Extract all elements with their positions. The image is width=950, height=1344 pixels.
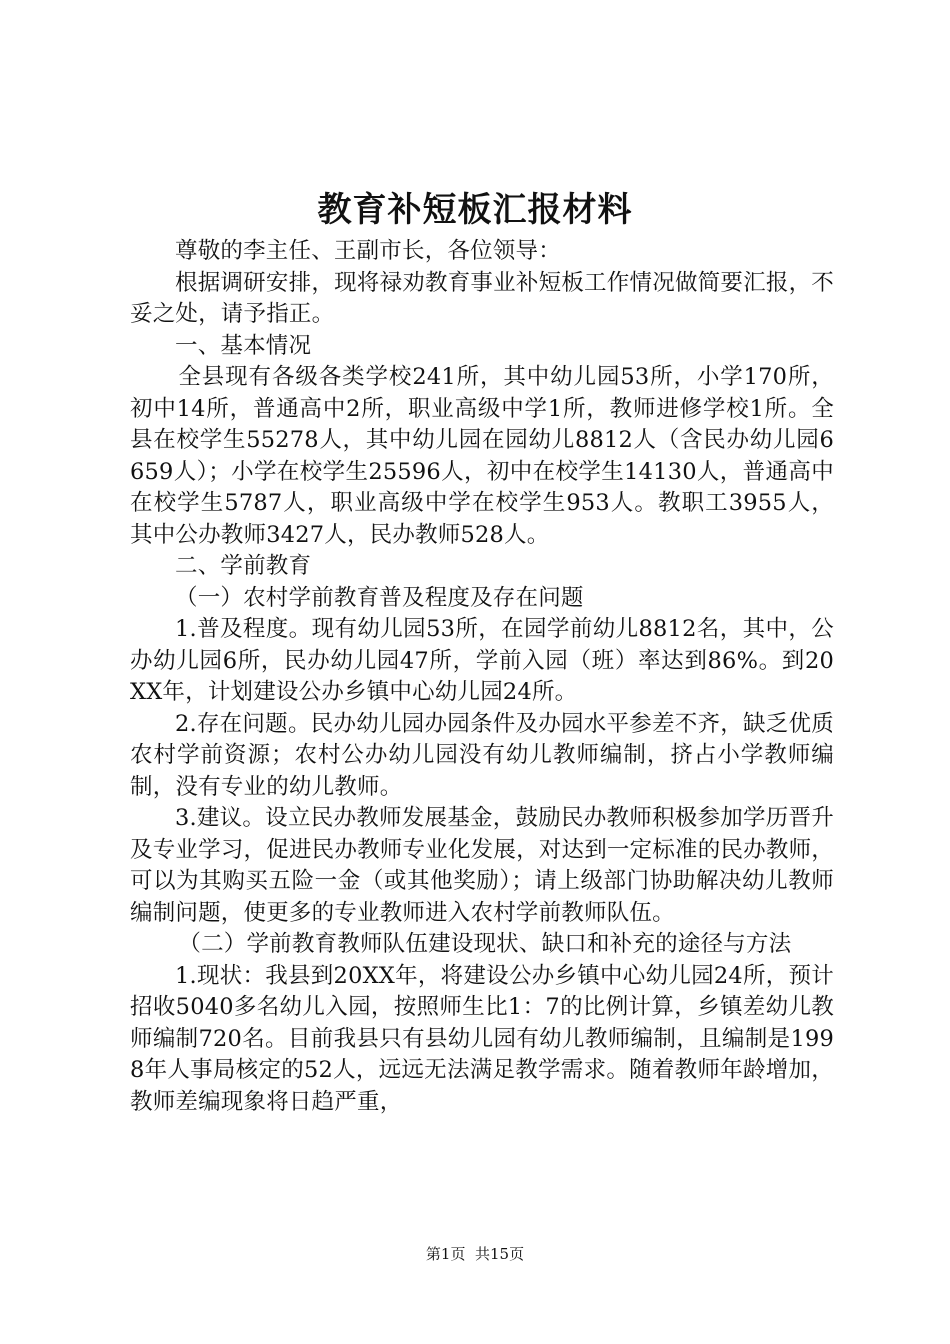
paragraph-intro: 根据调研安排，现将禄劝教育事业补短板工作情况做简要汇报，不妥之处，请予指正。: [130, 269, 834, 327]
heading-basic-situation: 一、基本情况: [175, 332, 312, 359]
footer-spacer: [465, 1245, 475, 1263]
page-total: 共15页: [475, 1245, 525, 1263]
paragraph-popularization: 1.普及程度。现有幼儿园53所，在园学前幼儿8812名，其中，公办幼儿园6所，民办幼儿园47所，学前入园（班）率达到86%。到20XX年，计划建设公办乡镇中心幼儿园24所。: [130, 616, 834, 705]
salutation: 尊敬的李主任、王副市长，各位领导：: [175, 238, 561, 264]
page-footer: [0, 1244, 950, 1264]
subheading-rural-preschool: （一）农村学前教育普及程度及存在问题: [175, 584, 584, 611]
paragraph-problems: 2.存在问题。民办幼儿园办园条件及办园水平参差不齐，缺乏优质农村学前资源；农村公办幼儿园没有幼儿教师编制，挤占小学教师编制，没有专业的幼儿教师。: [130, 710, 834, 800]
paragraph-basic-situation: 全县现有各级各类学校241所，其中幼儿园53所，小学170所，初中14所，普通高中2所，职业高级中学1所，教师进修学校1所。全县在校学生55278人，其中幼儿园在园幼儿8812人（含民办幼儿园6659人）；小学在校学生25596人，初中在校学生14130人，普通高中在校学生5787人，职业高级中学在校学生953人。教职工3955人，其中公办教师3427人，民办教师528人。: [130, 364, 834, 548]
subheading-teacher-team: （二）学前教育教师队伍建设现状、缺口和补充的途径与方法: [178, 931, 792, 957]
heading-preschool: 二、学前教育: [175, 553, 312, 579]
paragraph-current-status: 1.现状：我县到20XX年，将建设公办乡镇中心幼儿园24所，预计招收5040多名幼儿入园，按照师生比1：7的比例计算，乡镇差幼儿教师编制720名。目前我县只有县幼儿园有幼儿教师编制，且编制是1998年人事局核定的52人，远远无法满足教学需求。随着教师年龄增加，教师差编现象将日趋严重，: [130, 962, 834, 1115]
page-number: 第1页: [425, 1245, 466, 1263]
document-title: 教育补短板汇报材料: [317, 190, 633, 230]
paragraph-suggestions: 3.建议。设立民办教师发展基金，鼓励民办教师积极参加学历晋升及专业学习，促进民办教师专业化发展，对达到一定标准的民办教师，可以为其购买五险一金（或其他奖励）；请上级部门协助解决幼儿教师编制问题，使更多的专业教师进入农村学前教师队伍。: [130, 805, 834, 926]
document-body: [130, 236, 834, 1118]
